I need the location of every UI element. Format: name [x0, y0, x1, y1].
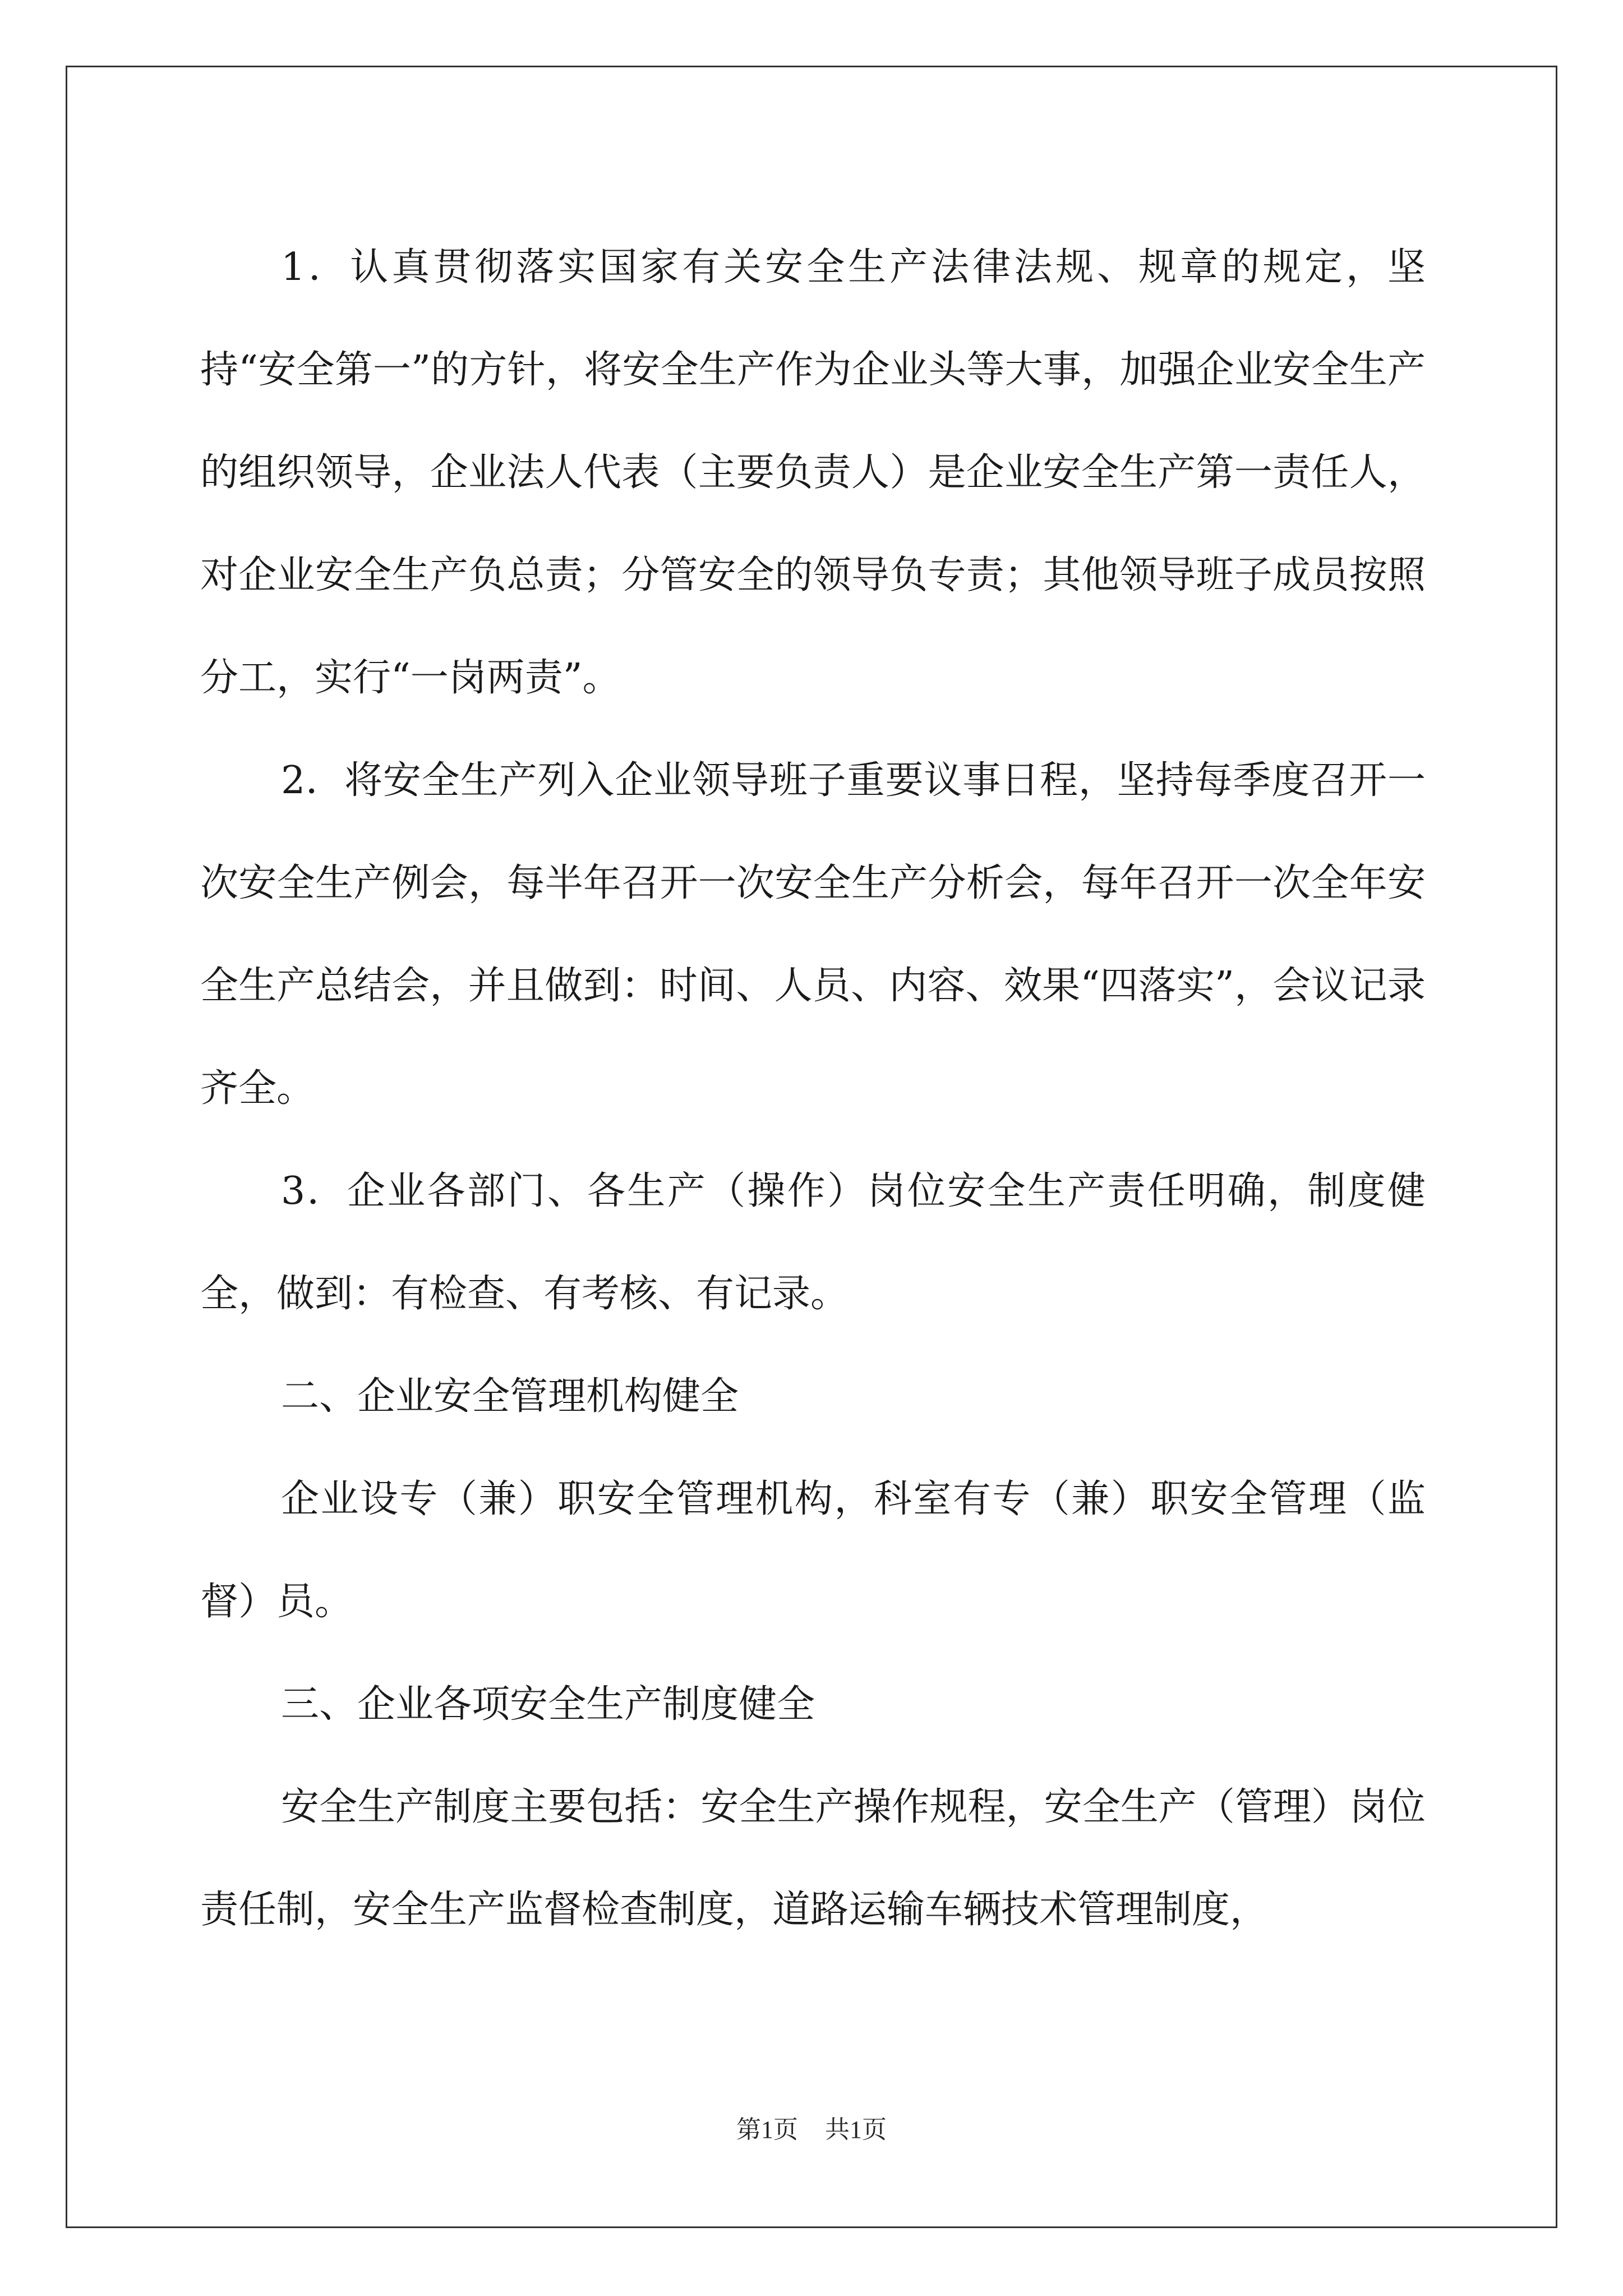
- document-body: [200, 216, 1426, 1961]
- paragraph-item-1: 1．认真贯彻落实国家有关安全生产法律法规、规章的规定，坚持“安全第一”的方针，将安全生产作为企业头等大事，加强企业安全生产的组织领导，企业法人代表（主要负责人）是企业安全生产第一责任人，对企业安全生产负总责；分管安全的领导负专责；其他领导班子成员按照分工，实行“一岗两责”。: [200, 245, 1426, 700]
- section-heading-3: 三、企业各项安全生产制度健全: [281, 1682, 815, 1727]
- page-total: 共1页: [825, 2116, 887, 2143]
- page-footer: [0, 2109, 1623, 2145]
- paragraph-item-2: 2．将安全生产列入企业领导班子重要议事日程，坚持每季度召开一次安全生产例会，每半年召开一次安全生产分析会，每年召开一次全年安全生产总结会，并且做到：时间、人员、内容、效果“四落实”，会议记录齐全。: [200, 758, 1426, 1111]
- paragraph-item-3: 3．企业各部门、各生产（操作）岗位安全生产责任明确，制度健全，做到：有检查、有考核、有记录。: [200, 1169, 1426, 1316]
- paragraph-item-4: 企业设专（兼）职安全管理机构，科室有专（兼）职安全管理（监督）员。: [200, 1477, 1426, 1624]
- page-number: 第1页: [736, 2116, 798, 2143]
- section-heading-2: 二、企业安全管理机构健全: [281, 1374, 739, 1419]
- paragraph-item-5: 安全生产制度主要包括：安全生产操作规程，安全生产（管理）岗位责任制，安全生产监督检查制度，道路运输车辆技术管理制度，: [200, 1785, 1426, 1932]
